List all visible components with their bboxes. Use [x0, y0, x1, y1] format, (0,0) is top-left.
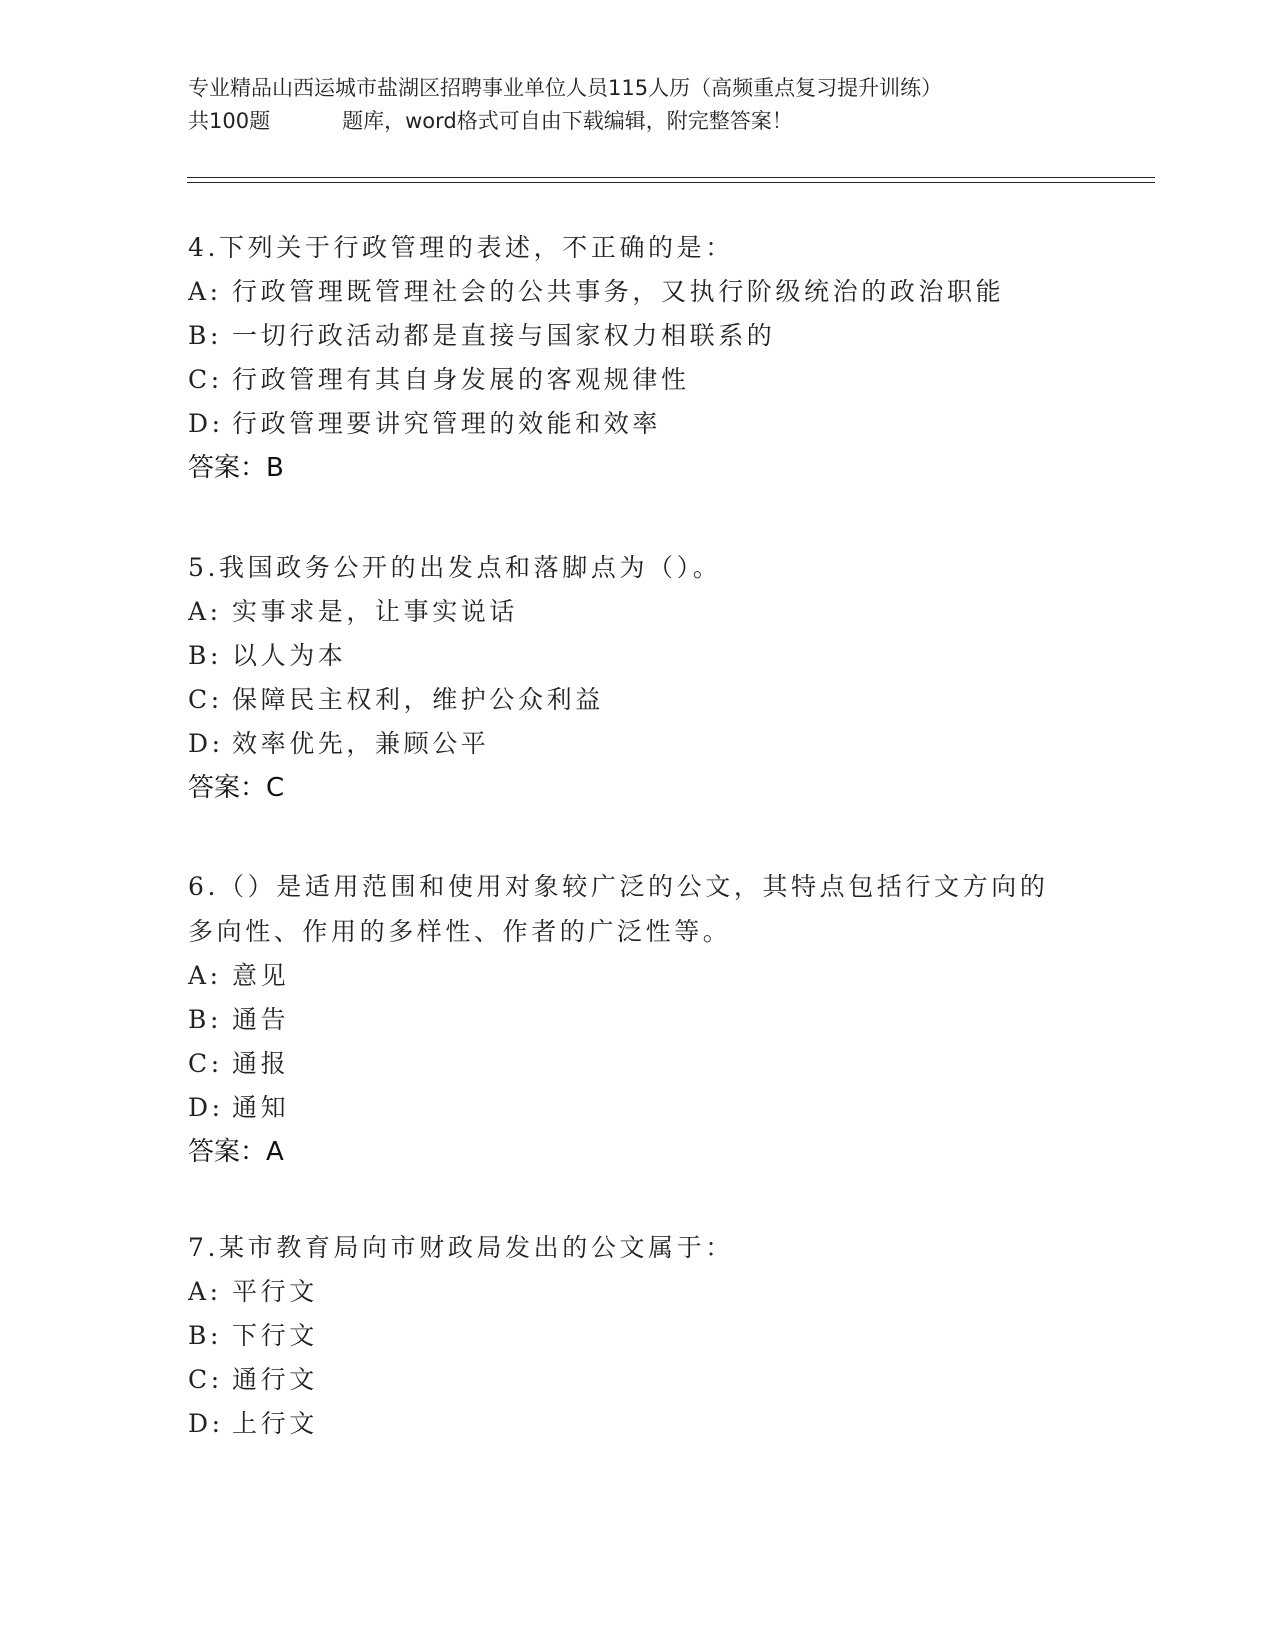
question-4-option-c	[188, 360, 690, 396]
option-key: C:	[188, 365, 223, 394]
header-divider-top	[187, 177, 1155, 178]
option-key: B:	[188, 1321, 222, 1350]
option-text: 下行文	[232, 1321, 318, 1350]
option-key: C:	[188, 1365, 223, 1394]
header-title: 专业精品山西运城市盐湖区招聘事业单位人员115人历（高频重点复习提升训练）	[188, 76, 943, 100]
option-text: 行政管理既管理社会的公共事务，又执行阶级统治的政治职能	[232, 277, 1005, 306]
option-key: D:	[188, 1409, 224, 1438]
option-text: 通报	[232, 1049, 290, 1078]
question-7-option-b	[188, 1316, 318, 1352]
question-4-stem: 4.下列关于行政管理的表述，不正确的是：	[188, 233, 734, 262]
option-key: B:	[188, 641, 222, 670]
question-count: 共100题	[188, 109, 271, 133]
option-key: A:	[188, 277, 222, 306]
option-text: 通知	[232, 1093, 290, 1122]
question-6-option-a	[188, 956, 289, 992]
question-5-stem: 5.我国政务公开的出发点和落脚点为（）。	[188, 553, 722, 582]
option-key: C:	[188, 1049, 223, 1078]
question-6-option-d	[188, 1088, 289, 1124]
option-text: 通告	[232, 1005, 290, 1034]
option-key: B:	[188, 1005, 222, 1034]
header-description: 题库，word格式可自由下载编辑，附完整答案！	[342, 109, 793, 133]
option-key: A:	[188, 597, 222, 626]
option-text: 平行文	[232, 1277, 318, 1306]
option-text: 意见	[232, 961, 290, 990]
document-header	[188, 72, 1088, 138]
option-text: 行政管理要讲究管理的效能和效率	[232, 409, 662, 438]
option-key: A:	[188, 1277, 222, 1306]
question-6-option-c	[188, 1044, 289, 1080]
question-4-option-a	[188, 272, 1004, 308]
question-6-option-b	[188, 1000, 289, 1036]
option-key: C:	[188, 685, 223, 714]
option-text: 实事求是，让事实说话	[232, 597, 519, 626]
question-4-option-d	[188, 404, 661, 440]
option-text: 一切行政活动都是直接与国家权力相联系的	[232, 321, 776, 350]
question-7-stem: 7.某市教育局向市财政局发出的公文属于：	[188, 1233, 734, 1262]
question-5-option-a	[188, 592, 518, 628]
question-6-answer: 答案：A	[188, 1137, 284, 1167]
question-5-option-b	[188, 636, 346, 672]
option-text: 行政管理有其自身发展的客观规律性	[232, 365, 690, 394]
question-5-answer: 答案：C	[188, 773, 285, 803]
option-key: B:	[188, 321, 222, 350]
option-text: 保障民主权利，维护公众利益	[232, 685, 604, 714]
option-key: D:	[188, 729, 224, 758]
option-text: 通行文	[232, 1365, 318, 1394]
option-key: D:	[188, 409, 224, 438]
question-7-option-c	[188, 1360, 318, 1396]
header-subtitle	[188, 105, 1088, 138]
question-5-option-d	[188, 724, 489, 760]
option-text: 上行文	[232, 1409, 318, 1438]
option-text: 以人为本	[232, 641, 347, 670]
option-key: D:	[188, 1093, 224, 1122]
question-4-option-b	[188, 316, 775, 352]
question-6-stem: 6.（）是适用范围和使用对象较广泛的公文，其特点包括行文方向的多向性、作用的多样性、作者的广泛性等。	[188, 872, 1049, 946]
question-7-option-a	[188, 1272, 318, 1308]
option-text: 效率优先，兼顾公平	[232, 729, 490, 758]
header-divider-bottom	[187, 182, 1155, 183]
question-7-option-d	[188, 1404, 318, 1440]
question-4-answer: 答案：B	[188, 453, 284, 483]
option-key: A:	[188, 961, 222, 990]
question-5-option-c	[188, 680, 604, 716]
